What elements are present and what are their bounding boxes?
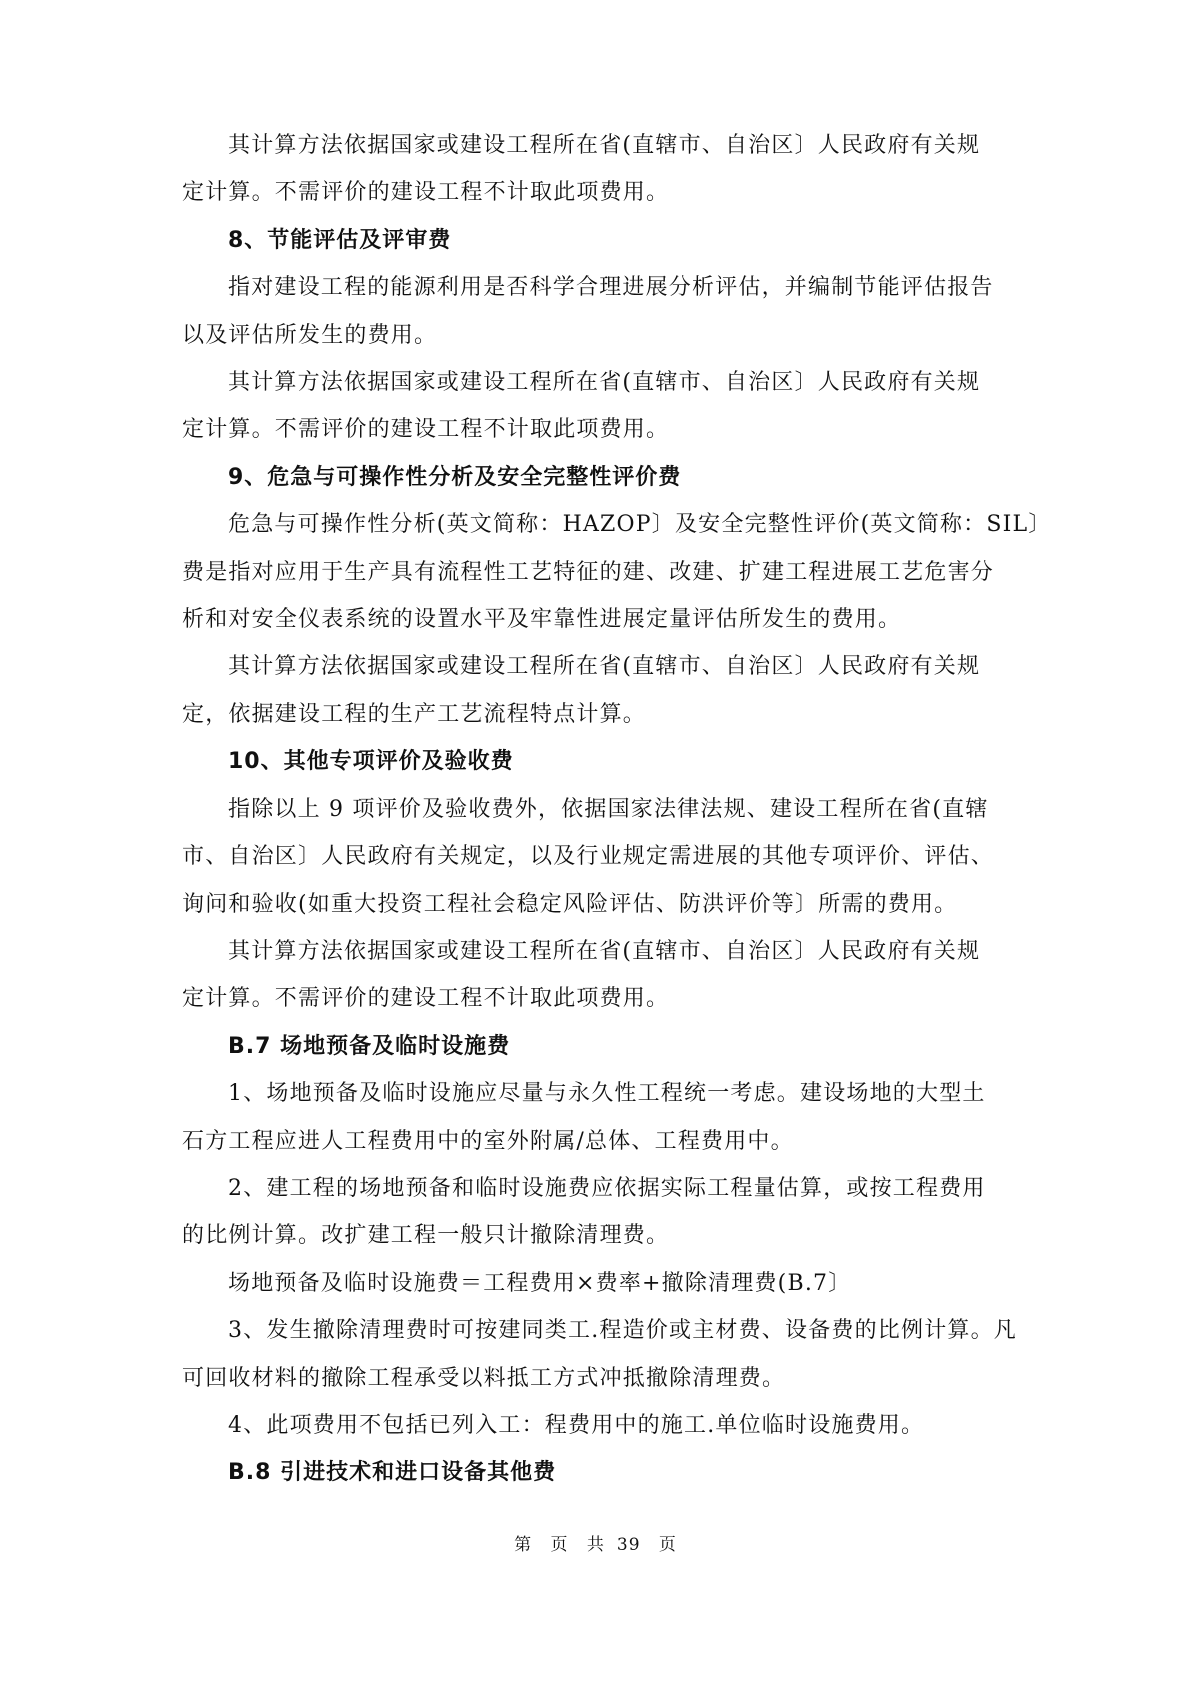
paragraph-line: 石方工程应进人工程费用中的室外附属/总体、工程费用中。 bbox=[182, 1128, 794, 1154]
paragraph-line: 定计算。不需评价的建设工程不计取此项费用。 bbox=[182, 986, 670, 1012]
footer-total-pages: 39 bbox=[616, 1535, 641, 1555]
paragraph-line: 市、自治区〕人民政府有关规定，以及行业规定需进展的其他专项评价、评估、 bbox=[182, 844, 995, 870]
section-heading: 9、危急与可操作性分析及安全完整性评价费 bbox=[228, 464, 682, 490]
page-footer bbox=[0, 1530, 1191, 1555]
paragraph-line: 1、场地预备及临时设施应尽量与永久性工程统一考虑。建设场地的大型土 bbox=[228, 1081, 986, 1107]
paragraph-line: 以及评估所发生的费用。 bbox=[182, 322, 438, 348]
footer-word: 页 bbox=[658, 1535, 677, 1555]
paragraph-line: 3、发生撤除清理费时可按建同类工.程造价或主材费、设备费的比例计算。凡 bbox=[228, 1318, 1017, 1344]
footer-word: 共 bbox=[586, 1535, 605, 1555]
footer-word: 页 bbox=[550, 1535, 569, 1555]
paragraph-line: 的比例计算。改扩建工程一般只计撤除清理费。 bbox=[182, 1223, 670, 1249]
paragraph-line: 指除以上 9 项评价及验收费外，依据国家法律法规、建设工程所在省(直辖 bbox=[228, 796, 989, 822]
section-heading: 10、其他专项评价及验收费 bbox=[228, 749, 514, 775]
paragraph-line: 其计算方法依据国家或建设工程所在省(直辖市、自治区〕人民政府有关规 bbox=[228, 938, 981, 964]
paragraph-line: 指对建设工程的能源利用是否科学合理进展分析评估，并编制节能评估报告 bbox=[228, 275, 994, 301]
paragraph-line: 2、建工程的场地预备和临时设施费应依据实际工程量估算，或按工程费用 bbox=[228, 1175, 986, 1201]
formula-line: 场地预备及临时设施费＝工程费用×费率+撤除清理费(B.7〕 bbox=[228, 1270, 852, 1296]
paragraph-line: 可回收材料的撤除工程承受以料抵工方式冲抵撤除清理费。 bbox=[182, 1365, 786, 1391]
document-body bbox=[182, 122, 1052, 1497]
paragraph-line: 其计算方法依据国家或建设工程所在省(直辖市、自治区〕人民政府有关规 bbox=[228, 370, 981, 396]
paragraph-line: 危急与可操作性分析(英文简称：HAZOP〕及安全完整性评价(英文简称：SIL〕 bbox=[228, 512, 1052, 538]
paragraph-line: 费是指对应用于生产具有流程性工艺特征的建、改建、扩建工程进展工艺危害分 bbox=[182, 559, 995, 585]
section-heading: B.7 场地预备及临时设施费 bbox=[228, 1033, 511, 1059]
paragraph-line: 定计算。不需评价的建设工程不计取此项费用。 bbox=[182, 180, 670, 206]
paragraph-line: 询问和验收(如重大投资工程社会稳定风险评估、防洪评价等〕所需的费用。 bbox=[182, 891, 958, 917]
paragraph-line: 其计算方法依据国家或建设工程所在省(直辖市、自治区〕人民政府有关规 bbox=[228, 133, 981, 158]
paragraph-line: 析和对安全仪表系统的设置水平及牢靠性进展定量评估所发生的费用。 bbox=[182, 607, 902, 633]
footer-word: 第 bbox=[514, 1535, 533, 1555]
paragraph-line: 其计算方法依据国家或建设工程所在省(直辖市、自治区〕人民政府有关规 bbox=[228, 654, 981, 680]
section-heading: B.8 引进技术和进口设备其他费 bbox=[228, 1460, 557, 1486]
section-heading: 8、节能评估及评审费 bbox=[228, 227, 452, 253]
paragraph-line: 定，依据建设工程的生产工艺流程特点计算。 bbox=[182, 701, 647, 727]
paragraph-line: 4、此项费用不包括已列入工：程费用中的施工.单位临时设施费用。 bbox=[228, 1412, 925, 1438]
paragraph-line: 定计算。不需评价的建设工程不计取此项费用。 bbox=[182, 417, 670, 443]
